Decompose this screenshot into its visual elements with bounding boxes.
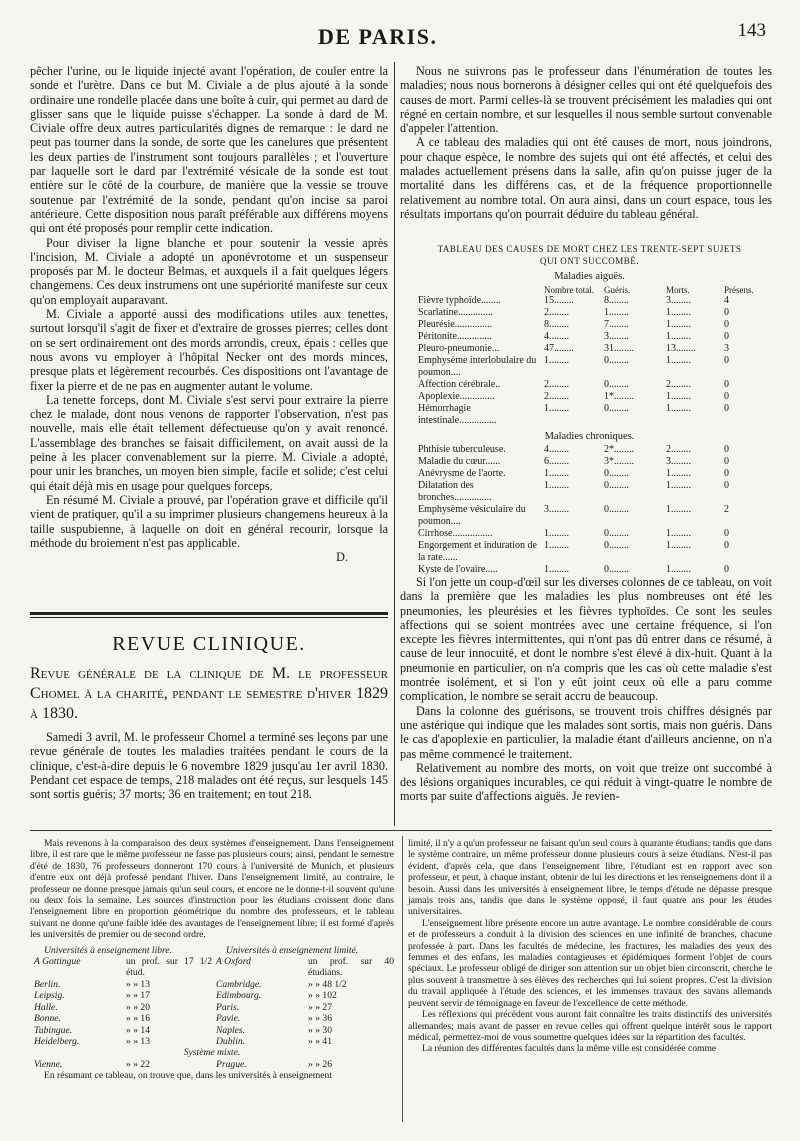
paragraph: L'enseignement libre présente encore un autre avantage. Le nombre considérable de cours et de professeurs a conduit à la division des sciences en une infinité de branches, chacune professée à part. Dans les facultés de médecine, les fractures, les maladies des yeux des femmes et des enfans, les maladies contagieuses et épidémiques forment l'objet de cours spéciaux. Le professeur obligé de diriger son attention sur un objet bien circonscrit, cherche le plus souvent à transmettre à ses élèves des recherches qui lui soient propres. C'est la division du travail appliquée à l'étude des sciences, et les immenses travaux des savans allemands peuvent servir de témoignage en faveur de l'excellence de cette méthode. — [408, 917, 772, 1009]
total-count: 15........ — [544, 295, 574, 306]
presens-count: 0 — [724, 528, 729, 539]
ratio-right: » » 48 1/2 — [308, 978, 347, 990]
paragraph: Relativement au nombre des morts, on voit que treize ont succombé à des lésions organiques incurables, ce qui réduit à vingt-quatre le nombre de morts par suite d'affections aiguës. Je revien- — [400, 760, 772, 804]
gueris-count: 0........ — [604, 355, 629, 366]
table-row — [412, 468, 767, 480]
table-section-acute: Maladies aiguës. — [554, 271, 625, 282]
city-left: Leipsig. — [34, 990, 65, 1002]
morts-count: 1........ — [666, 528, 691, 539]
table-row — [412, 540, 767, 564]
left-column — [30, 64, 388, 564]
table-row — [412, 456, 767, 468]
paragraph: Mais revenons à la comparaison des deux systèmes d'enseignement. Dans l'enseignement libre, il est rare que le même professeur ne fasse pas plusieurs cours; ainsi, pendant le semestre d'été de 1830, 76 professeurs donneront 170 cours à l'université de Munich, et plusieurs d'entre eux ont déjà professé pendant l'hiver. Dans l'enseignement limité, au contraire, le professeur ne donne presque jamais qu'un seul cours, et encore ne le donne-t-il souvent qu'une ou deux fois la semaine. Les sources d'instruction pour les étudians croissent donc dans l'enseignement libre en proportion géométrique du nombre des professeurs, et le tableau suivant ne donne qu'une faible idée des avantages de l'enseignement libre; il est formé d'après les universités de premier ou de second ordre. — [30, 838, 394, 941]
table-row — [412, 319, 767, 331]
header-gueris: Guéris. — [604, 285, 631, 295]
paragraph: limité, il n'y a qu'un professeur ne faisant qu'un seul cours à quarante étudians; tandis que dans le système contraire, un même professeur donne plusieurs cours à seize étudians. N'est-il pas évident, d'après cela, que dans l'enseignement libre, l'étudiant est en rapport avec son professeur, et peut, à chaque instant, obtenir de lui les directions et les renseignemens dont il a besoin. Aussi dans les universités à enseignement libre, le temps d'étude ne dépasse presque jamais trois ans, tandis que dans le système opposé, il faut quatre ans pour les études universitaires. — [408, 838, 772, 918]
header-morts: Morts. — [666, 285, 690, 295]
city-right: Cambridge. — [216, 978, 262, 990]
ratio-right: » » 27 — [308, 1001, 332, 1013]
disease-name: Pleurésie............... — [418, 319, 493, 330]
revue-clinique-section — [30, 632, 388, 801]
disease-name: Dilatation des bronches............... — [418, 480, 492, 503]
universities-header — [30, 945, 394, 956]
column-divider — [394, 62, 395, 826]
table-row — [412, 379, 767, 391]
city-right: Paris. — [216, 1001, 240, 1013]
table-row — [412, 343, 767, 355]
footnote-left — [30, 838, 394, 1082]
city-left: Berlin. — [34, 978, 61, 990]
ratio-left: un prof. sur 17 1/2 étud. — [126, 956, 212, 979]
morts-count: 3........ — [666, 456, 691, 467]
disease-name: Péritonite.............. — [418, 331, 492, 342]
header-limite: Universités à enseignement limité. — [226, 944, 359, 956]
presens-count: 0 — [724, 444, 729, 455]
paragraph: pêcher l'urine, ou le liquide injecté avant l'opération, de couler entre la sonde et l'urètre. Dans ce but M. Civiale a de plus ajouté à la sonde ordinaire une rondelle placée dans une boîte à cuir, qui permet au dard de glisser sans que le liquide puisse s'échapper. La sonde à dard de M. Civiale offre deux autres particularités dignes de remarque : le dard ne peut pas tourner dans la sonde, de sorte que les canelures que présentent les deux parties de l'instrument sont toujours parallèles ; et l'ouverture par laquelle sort le dard par l'extrémité vésicale de la sonde est tout entière sur le côté de la courbure, de manière que la vessie se trouve soutenue par l'extrémité de la sonde, pendant qu'on incise sa paroi antérieure. Cette disposition nous paraît préférable aux différens moyens qui ont été proposés pour remplir cette indication. — [30, 64, 388, 236]
ratio-right: » » 36 — [308, 1013, 332, 1025]
paragraph: En résumant ce tableau, on trouve que, dans les universités à enseignement — [44, 1070, 332, 1082]
paragraph: En résumé M. Civiale a prouvé, par l'opération grave et difficile qu'il vient de pratiquer, qu'il a su imprimer plusieurs changemens heureux à la taille suspubienne, à laquelle on doit en général recourir, lorsque la méthode du broiement n'est pas applicable. — [30, 492, 388, 550]
morts-count: 1........ — [666, 468, 691, 479]
universities-rows — [30, 956, 394, 1047]
presens-count: 2 — [724, 504, 729, 515]
disease-name: Cirrhose................ — [418, 528, 493, 539]
disease-name: Anévrysme de l'aorte. — [418, 468, 506, 479]
city-left: Halle. — [34, 1001, 58, 1013]
gueris-count: 0........ — [604, 504, 629, 515]
gueris-count: 0........ — [604, 379, 629, 390]
footnote-divider — [402, 836, 403, 1122]
total-count: 1........ — [544, 355, 569, 366]
header-libre: Universités à enseignement libre. — [44, 944, 173, 956]
gueris-count: 7........ — [604, 319, 629, 330]
university-row — [30, 979, 394, 990]
total-count: 6........ — [544, 456, 569, 467]
presens-count: 0 — [724, 456, 729, 467]
right-column-analysis — [400, 575, 772, 804]
paragraph: Si l'on jette un coup-d'œil sur les diverses colonnes de ce tableau, on voit dans la première que les maladies les plus nombreuses ont été les pneumonies, les pleurésies et les fièvres typhoïdes. Ce sont les seules affections qui se soient montrées avec une certaine fréquence, si l'on excepte les fièvres intermittentes, qui n'ont pas dû entrer dans ce résumé, à cause de leur innocuité, et dont le nombre s'est élevé à dix-huit. Quant à la pneumonie en particulier, on n'a compris que les cas où cette maladie s'est montrée isolément, et si l'on y eût joint ceux où elle a paru comme complication, le nombre se serait accru de beaucoup. — [400, 575, 772, 704]
table-row — [412, 480, 767, 504]
disease-name: Affection cérébrale.. — [418, 379, 501, 390]
ratio-left: » » 22 — [126, 1058, 150, 1070]
total-count: 1........ — [544, 564, 569, 575]
city-right: Edimbourg. — [216, 990, 262, 1002]
ratio-right: » » 30 — [308, 1024, 332, 1036]
paragraph: Pour diviser la ligne blanche et pour soutenir la vessie après l'incision, M. Civiale a adopté un aponévrotome et un suspenseur proposés par M. le docteur Belmas, et auxquels il a fait quelques légers changemens. Ces deux instrumens ont une supériorité manifeste sur ceux qu'on employait auparavant. — [30, 235, 388, 307]
mortality-table — [412, 243, 767, 576]
city-left: Heidelberg. — [34, 1035, 80, 1047]
table-row — [412, 295, 767, 307]
section-rule-thin — [30, 617, 388, 618]
table-row — [412, 331, 767, 343]
ratio-left: » » 14 — [126, 1024, 150, 1036]
disease-name: Fièvre typhoïde........ — [418, 295, 502, 306]
presens-count: 0 — [724, 355, 729, 366]
chronic-rows — [412, 444, 767, 576]
table-row — [412, 403, 767, 427]
disease-name: Engorgement et induration de la rate...... — [418, 540, 537, 563]
section-rule — [30, 612, 388, 615]
university-row — [30, 1025, 394, 1036]
city-left: Tubingue. — [34, 1024, 73, 1036]
disease-name: Apoplexie.............. — [418, 391, 495, 402]
morts-count: 1........ — [666, 540, 691, 551]
university-row — [30, 990, 394, 1001]
disease-name: Maladie du cœur...... — [418, 456, 501, 467]
gueris-count: 2*........ — [604, 444, 634, 455]
table-title: TABLEAU DES CAUSES DE MORT CHEZ LES TRENTE-SEPT SUJETS — [437, 244, 742, 254]
university-row — [30, 1002, 394, 1013]
paragraph: A ce tableau des maladies qui ont été causes de mort, nous joindrons, pour chaque espèce, le nombre des sujets qui ont été affectés, et celui des malades actuellement présens dans la salle, afin qu'on puisse juger de la mortalité dans les différens cas, et de la fréquence proportionnelle relativement au nombre total. On aura ainsi, dans un court espace, tous les résultats importans qu'on pourrait déduire du tableau général. — [400, 135, 772, 221]
ratio-right: un prof. sur 40 étudians. — [308, 956, 394, 979]
gueris-count: 3........ — [604, 331, 629, 342]
total-count: 1........ — [544, 468, 569, 479]
total-count: 1........ — [544, 403, 569, 414]
morts-count: 1........ — [666, 504, 691, 515]
morts-count: 13........ — [666, 343, 696, 354]
city-right: Dublin. — [216, 1035, 246, 1047]
disease-name: Pleuro-pneumonie... — [418, 343, 500, 354]
gueris-count: 0........ — [604, 540, 629, 551]
acute-rows — [412, 295, 767, 427]
morts-count: 1........ — [666, 319, 691, 330]
total-count: 2........ — [544, 391, 569, 402]
total-count: 4........ — [544, 331, 569, 342]
gueris-count: 31........ — [604, 343, 634, 354]
presens-count: 0 — [724, 391, 729, 402]
paragraph: La tenette forceps, dont M. Civiale s'est servi pour extraire la pierre chez le malade, dont nous venons de rapporter l'observation, n'est pas nouvelle, mais elle était tellement défectueuse qu'on y avait renoncé. L'assemblage des branches se faisait difficilement, on avait aussi de la peine à les placer convenablement sur la pierre. M. Civiale a adopté, pour unir les branches, un moyen bien simple, facile et solide; c'est celui qui était déjà mis en usage pour quelques forceps. — [30, 392, 388, 493]
disease-name: Emphysème vésiculaire du poumon.... — [418, 504, 526, 527]
ratio-left: » » 16 — [126, 1013, 150, 1025]
total-count: 4........ — [544, 444, 569, 455]
paragraph: Dans la colonne des guérisons, se trouvent trois chiffres désignés par une astérique qui indique que les malades sont sortis, mais non guéris. Dans le cas d'apoplexie en particulier, la maladie étant d'ailleurs ancienne, on n'a pas même commencé le traitement. — [400, 703, 772, 761]
gueris-count: 0........ — [604, 403, 629, 414]
disease-name: Phthisie tuberculeuse. — [418, 444, 506, 455]
morts-count: 3........ — [666, 295, 691, 306]
city-right: A Oxford — [216, 956, 251, 968]
city-left: Vienne. — [34, 1058, 63, 1070]
header-presens: Présens. — [724, 285, 754, 295]
university-row — [30, 1036, 394, 1047]
presens-count: 0 — [724, 468, 729, 479]
morts-count: 1........ — [666, 355, 691, 366]
gueris-count: 8........ — [604, 295, 629, 306]
university-row — [30, 956, 394, 979]
gueris-count: 0........ — [604, 564, 629, 575]
disease-name: Scarlatine.............. — [418, 307, 493, 318]
morts-count: 2........ — [666, 379, 691, 390]
disease-name: Hémorrhagie intestinale............... — [418, 403, 497, 426]
paragraph: Samedi 3 avril, M. le professeur Chomel a terminé ses leçons par une revue générale de toutes les maladies traitées pendant le cours de la clinique, c'est-à-dire depuis le 6 novembre 1829 jusqu'au 1er avril 1830. Pendant cet espace de temps, 218 malades ont été reçus, sur lesquels 145 sont sortis guéris; 37 morts; 36 en traitement; en tout 218. — [30, 730, 388, 802]
presens-count: 0 — [724, 480, 729, 491]
total-count: 1........ — [544, 528, 569, 539]
city-left: Bonne. — [34, 1013, 61, 1025]
presens-count: 4 — [724, 295, 729, 306]
city-right: Pavie. — [216, 1013, 241, 1025]
city-right: Naples. — [216, 1024, 246, 1036]
table-section-chronic: Maladies chroniques. — [544, 431, 635, 442]
gueris-count: 0........ — [604, 480, 629, 491]
total-count: 2........ — [544, 307, 569, 318]
morts-count: 2........ — [666, 444, 691, 455]
morts-count: 1........ — [666, 391, 691, 402]
presens-count: 0 — [724, 564, 729, 575]
total-count: 2........ — [544, 379, 569, 390]
running-title: DE PARIS. — [318, 24, 438, 49]
ratio-left: » » 13 — [126, 978, 150, 990]
ratio-left: » » 17 — [126, 990, 150, 1002]
ratio-left: » » 20 — [126, 1001, 150, 1013]
paragraph: Les réflexions qui précèdent vous auront fait connaître les traits distinctifs des universités allemandes; mais avant de passer en revue celles qui offrent quelque intérêt sous le rapport médical, permettez-moi de vous soumettre quelques idées sur la répartition des facultés. — [408, 1009, 772, 1043]
table-row — [412, 444, 767, 456]
presens-count: 0 — [724, 540, 729, 551]
footnote-right — [408, 838, 772, 1055]
city-right: Prague. — [216, 1058, 247, 1070]
presens-count: 0 — [724, 403, 729, 414]
presens-count: 0 — [724, 331, 729, 342]
total-count: 8........ — [544, 319, 569, 330]
presens-count: 0 — [724, 307, 729, 318]
total-count: 1........ — [544, 480, 569, 491]
ratio-left: » » 13 — [126, 1035, 150, 1047]
table-row — [412, 504, 767, 528]
ratio-right: » » 41 — [308, 1035, 332, 1047]
page-number: 143 — [737, 20, 766, 41]
presens-count: 3 — [724, 343, 729, 354]
universities-table — [30, 945, 394, 1070]
table-row — [412, 528, 767, 540]
morts-count: 1........ — [666, 564, 691, 575]
section-subtitle: Revue générale de la clinique de M. le professeur Chomel à la charité, pendant le semestre d'hiver 1829 à 1830. — [30, 665, 388, 722]
mixte-label: Système mixte. — [183, 1047, 241, 1059]
gueris-count: 0........ — [604, 528, 629, 539]
morts-count: 1........ — [666, 480, 691, 491]
header-total: Nombre total. — [544, 285, 594, 295]
table-row — [412, 391, 767, 403]
disease-name: Kyste de l'ovaire..... — [418, 564, 498, 575]
paragraph: Nous ne suivrons pas le professeur dans l'énumération de toutes les maladies; nous nous bornerons à désigner celles qui ont été quelquefois des causes de mort. Parmi celles-là se trouvent précisément les maladies qui ont régné en certain nombre, et sur lesquelles il nous semble surtout convenable d'appeler l'attention. — [400, 64, 772, 136]
presens-count: 0 — [724, 379, 729, 390]
footnote-rule — [30, 830, 772, 831]
morts-count: 1........ — [666, 331, 691, 342]
morts-count: 1........ — [666, 403, 691, 414]
university-row — [30, 1013, 394, 1024]
total-count: 3........ — [544, 504, 569, 515]
right-column-intro — [400, 64, 772, 221]
ratio-right: » » 26 — [308, 1058, 332, 1070]
city-left: A Gottingue — [34, 956, 81, 968]
morts-count: 1........ — [666, 307, 691, 318]
table-title-line2: QUI ONT SUCCOMBÉ. — [539, 256, 640, 266]
disease-name: Emphysème interlobulaire du poumon.... — [418, 355, 537, 378]
gueris-count: 0........ — [604, 468, 629, 479]
section-title: REVUE CLINIQUE. — [112, 633, 306, 655]
gueris-count: 1........ — [604, 307, 629, 318]
gueris-count: 1*........ — [604, 391, 634, 402]
page-header — [0, 18, 800, 52]
table-header-row — [412, 284, 767, 295]
presens-count: 0 — [724, 319, 729, 330]
paragraph: M. Civiale a apporté aussi des modifications utiles aux tenettes, surtout lorsqu'il s'agit de fixer et d'extraire de grosses pierres; celles dont on se sert ordinairement ont des mords arrondis, creux, épais : celles que nous avons vu employer à l'hôpital Necker ont des mords minces, presque plats et légèrement recourbés. Ces dispositions ont l'avantage de fixer la pierre et de ne pas en augmenter autant le volume. — [30, 307, 388, 393]
table-row — [412, 307, 767, 319]
total-count: 1........ — [544, 540, 569, 551]
ratio-right: » » 102 — [308, 990, 337, 1002]
table-row — [412, 355, 767, 379]
gueris-count: 3*........ — [604, 456, 634, 467]
paragraph: La réunion des différentes facultés dans la même ville est considérée comme — [422, 1043, 717, 1055]
mixte-row — [30, 1059, 394, 1070]
total-count: 47........ — [544, 343, 574, 354]
signature: D. — [336, 550, 348, 565]
